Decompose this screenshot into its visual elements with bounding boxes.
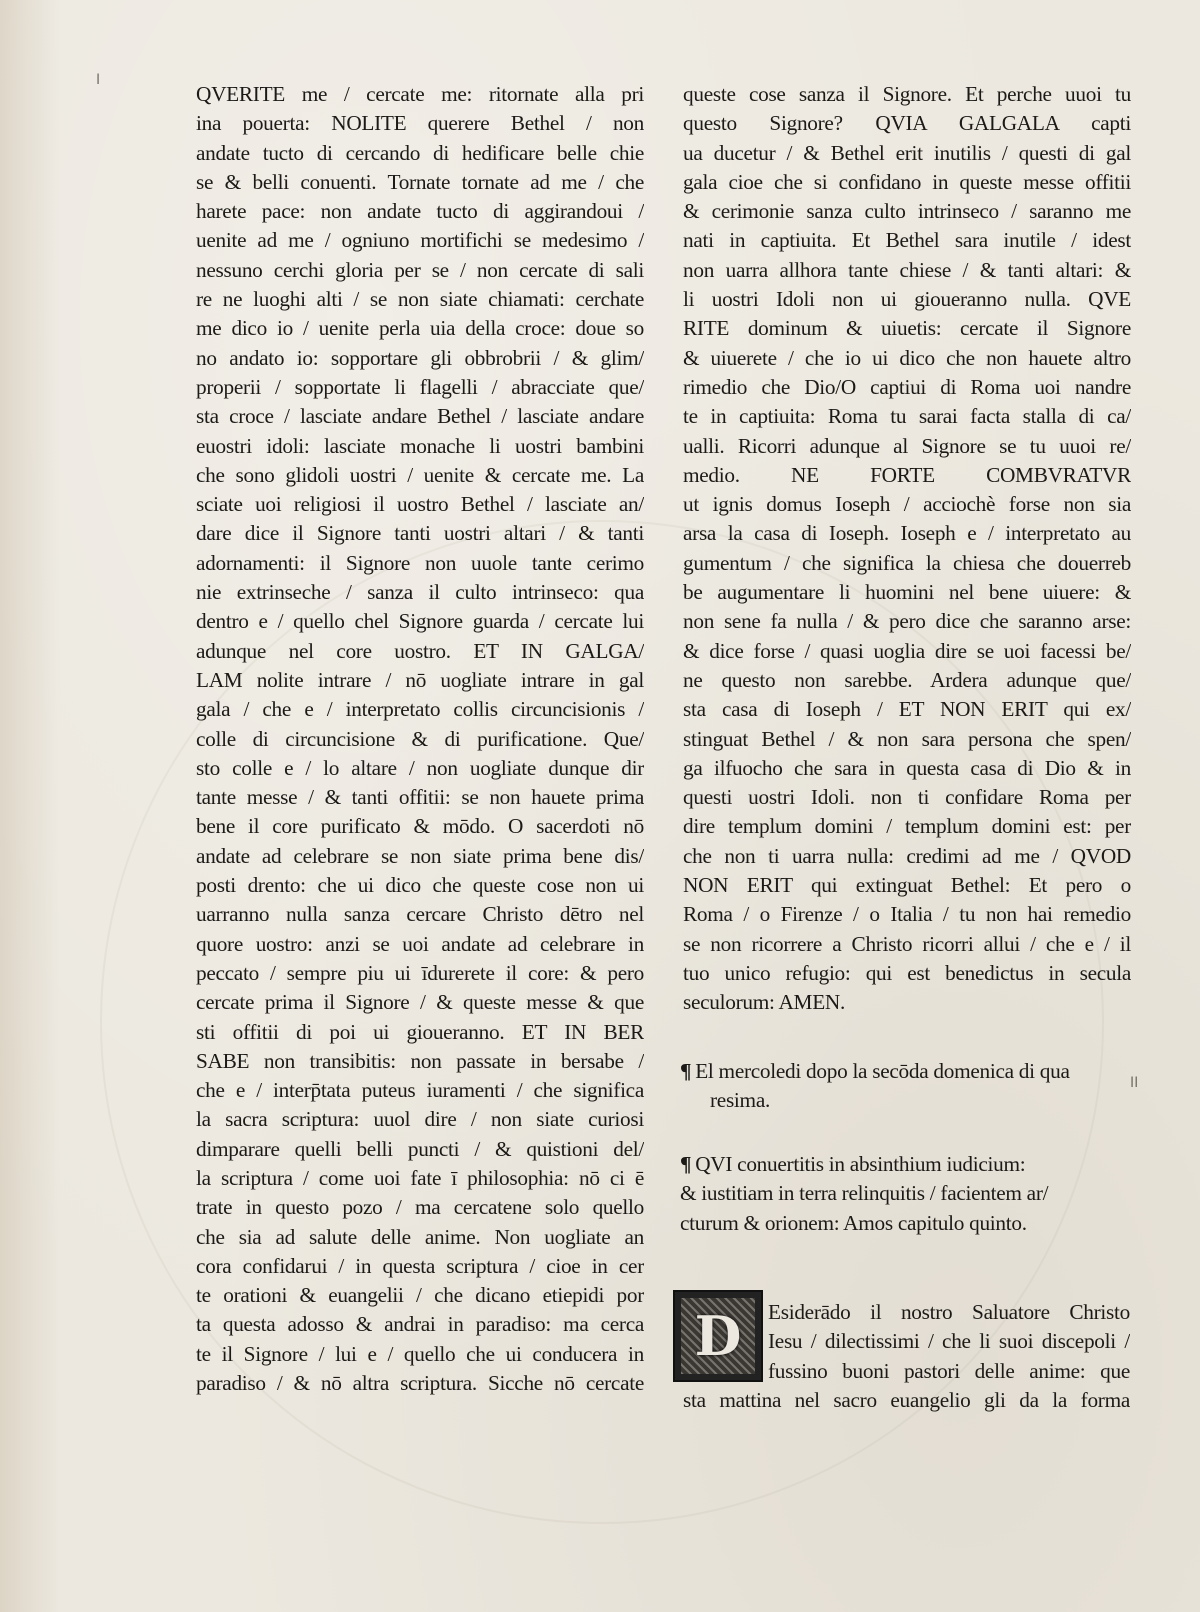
text-line: RITE dominum & uiuetis: cercate il Signore [683,316,1131,341]
text-line: sto colle e / lo altare / non uogliate dunque dir [196,755,644,780]
text-line: sta mattina nel sacro euangelio gli da la forma [683,1387,1130,1412]
text-line: gumentum / che significa la chiesa che douerreb [683,550,1131,575]
text-line: & uiuerete / che io ui dico che non hauete altro [683,345,1131,370]
text-line: andate ad celebrare se non siate prima bene dis/ [196,843,644,868]
text-line: la sacra scriptura: uuol dire / non siate curiosi [196,1107,644,1132]
text-line: nie extrinseche / sanza il culto intrinseco: qua [196,580,644,605]
epigraph-line: QVI conuertitis in absinthium iudicium: [695,1152,1026,1176]
text-line: sta croce / lasciate andare Bethel / lasciate andare [196,404,644,429]
text-line: properii / sopportate li flagelli / abracciate que/ [196,374,644,399]
text-line: questo Signore? QVIA GALGALA capti [683,111,1131,136]
initial-letter: D [694,1304,742,1368]
page-edge-shadow [0,0,60,1612]
text-line: medio. NE FORTE COMBVRATVR [683,462,1131,487]
text-line: posti drento: che ui dico che queste cose non ui [196,873,644,898]
text-line: queste cose sanza il Signore. Et perche uuoi tu [683,82,1131,106]
epigraph-line: & iustitiam in terra relinquitis / facientem ar/ [680,1181,1049,1206]
text-line: dentro e / quello chel Signore guarda / cercate lui [196,609,644,634]
text-line: ua ducetur / & Bethel erit inutilis / questi di gal [683,140,1131,165]
text-line: sciate uoi religiosi il uostro Bethel / lasciate an/ [196,492,644,517]
text-line: ne questo non sarebbe. Ardera adunque que/ [683,667,1131,692]
text-line: euostri idoli: lasciate monache li uostri bambini [196,433,644,458]
text-line: uenite ad me / ogniuno mortifichi se medesimo / [196,228,644,253]
text-line: & dice forse / quasi uoglia dire se uoi facessi be/ [683,638,1131,663]
right-text-column [683,80,1131,1018]
text-line: Esiderādo il nostro Saluatore Christo [768,1300,1130,1324]
epigraph-line: cturum & orionem: Amos capitulo quinto. [680,1210,1027,1235]
text-line: cora confidarui / in questa scriptura / cioe in cer [196,1253,644,1278]
pilcrow-icon: ¶ [680,1059,692,1083]
text-line: no andato io: sopportare gli obbrobrii / & glim/ [196,345,644,370]
text-line: uarranno nulla sanza cercare Christo dētro nel [196,902,644,927]
section-heading-line: resima. [710,1088,770,1113]
text-line: stinguat Bethel / & non sara persona che spen/ [683,726,1131,751]
text-line: ga ilfuocho che sara in questa casa di Dio & in [683,755,1131,780]
text-line: paradiso / & nō altra scriptura. Sicche nō cercate [196,1371,644,1396]
text-line: re ne luoghi alti / se non siate chiamati: cerchate [196,287,644,312]
text-line: non uarra allhora tante chiese / & tanti altari: & [683,257,1131,282]
text-line: be augumentare li huomini nel bene uiuere: & [683,580,1131,605]
text-line: QVERITE me / cercate me: ritornate alla pri [196,82,644,106]
text-line: me dico io / uenite perla uia della croce: doue so [196,316,644,341]
text-line: Roma / o Firenze / o Italia / tu non hai remedio [683,902,1131,927]
margin-mark: ǀǀ [1130,1075,1139,1091]
text-line: tante messe / & tanti offitii: se non hauete prima [196,785,644,810]
epigraph [680,1150,1048,1238]
text-line: sti offitii di poi ui gioueranno. ET IN BER [196,1019,644,1044]
text-line: non sene fa nulla / & pero dice che saranno arse: [683,609,1131,634]
text-line: Iesu / dilectissimi / che li suoi discepoli / [768,1329,1130,1354]
text-line: LAM nolite intrare / nō uogliate intrare in gal [196,667,644,692]
text-line: te il Signore / lui e / quello che ui conducera in [196,1341,644,1366]
text-line: sta casa di Ioseph / ET NON ERIT qui ex/ [683,697,1131,722]
text-line: che e / interp̄tata puteus iuramenti / che significa [196,1078,644,1103]
text-line: ualli. Ricorri adunque al Signore se tu uuoi re/ [683,433,1131,458]
text-line: che sia ad salute delle anime. Non uogliate an [196,1224,644,1249]
text-line: ut ignis domus Ioseph / acciochè forse non sia [683,492,1131,517]
text-line: gala / che e / interpretato collis circuncisionis / [196,697,644,722]
text-line: questi uostri Idoli. non ti confidare Roma per [683,785,1131,810]
text-line: peccato / sempre piu ui īdurerete il core: & pero [196,960,644,985]
text-line: gala cioe che si confidano in queste messe offitii [683,169,1131,194]
decorated-initial [673,1290,763,1382]
text-line: andate tucto di cercando di hedificare belle chie [196,140,644,165]
text-line: nessuno cerchi gloria per se / non cercate di sali [196,257,644,282]
text-line: dimparare quelli belli puncti / & quistioni del/ [196,1136,644,1161]
section-heading-line: El mercoledi dopo la secōda domenica di qua [695,1059,1070,1083]
text-line: adunque nel core uostro. ET IN GALGA/ [196,638,644,663]
text-line: tuo unico refugio: qui est benedictus in secula [683,960,1131,985]
margin-mark: ǀ [96,72,101,88]
text-line: rimedio che Dio/O captiui di Roma uoi nandre [683,374,1131,399]
text-line: nati in captiuita. Et Bethel sara inutile / idest [683,228,1131,253]
text-line: che non ti uarra nulla: credimi ad me / QVOD [683,843,1131,868]
text-line: arsa la casa di Ioseph. Ioseph e / interpretato au [683,521,1131,546]
text-line: se & belli conuenti. Tornate tornate ad me / che [196,169,644,194]
text-line: ina pouerta: NOLITE querere Bethel / non [196,111,644,136]
text-line: adornamenti: il Signore non uuole tante cerimo [196,550,644,575]
text-line: te orationi & euangelii / che dicano etiepidi por [196,1283,644,1308]
text-line: SABE non transibitis: non passate in bersabe / [196,1048,644,1073]
section-heading [680,1057,1070,1116]
text-line: fussino buoni pastori delle anime: que [768,1358,1130,1383]
text-line: NON ERIT qui extinguat Bethel: Et pero o [683,873,1131,898]
left-text-column [196,80,644,1398]
text-line: dare dice il Signore tanti uostri altari / & tanti [196,521,644,546]
text-line: harete pace: non andate tucto di aggirandoui / [196,199,644,224]
text-line: te in captiuita: Roma tu sarai facta stalla di ca/ [683,404,1131,429]
text-line: che sono glidoli uostri / uenite & cercate me. La [196,462,644,487]
text-line: la scriptura / come uoi fate ī philosophia: nō ci ē [196,1165,644,1190]
text-line: & cerimonie sanza culto intrinseco / saranno me [683,199,1131,224]
text-line: cercate prima il Signore / & queste messe & que [196,990,644,1015]
text-line: seculorum: AMEN. [683,990,846,1015]
pilcrow-icon: ¶ [680,1152,692,1176]
text-line: li uostri Idoli non ui gioueranno nulla. QVE [683,287,1131,312]
text-line: colle di circuncisione & di purificatione. Que/ [196,726,644,751]
text-line: bene il core purificato & mōdo. O sacerdoti nō [196,814,644,839]
text-line: ta questa adosso & andrai in paradiso: ma cerca [196,1312,644,1337]
text-line: trate in questo pozo / ma cercatene solo quello [196,1195,644,1220]
text-line: quore uostro: anzi se uoi andate ad celebrare in [196,931,644,956]
text-line: se non ricorrere a Christo ricorri allui / che e / il [683,931,1131,956]
text-line: dire templum domini / templum domini est: per [683,814,1131,839]
initial-paragraph [683,1298,1130,1415]
